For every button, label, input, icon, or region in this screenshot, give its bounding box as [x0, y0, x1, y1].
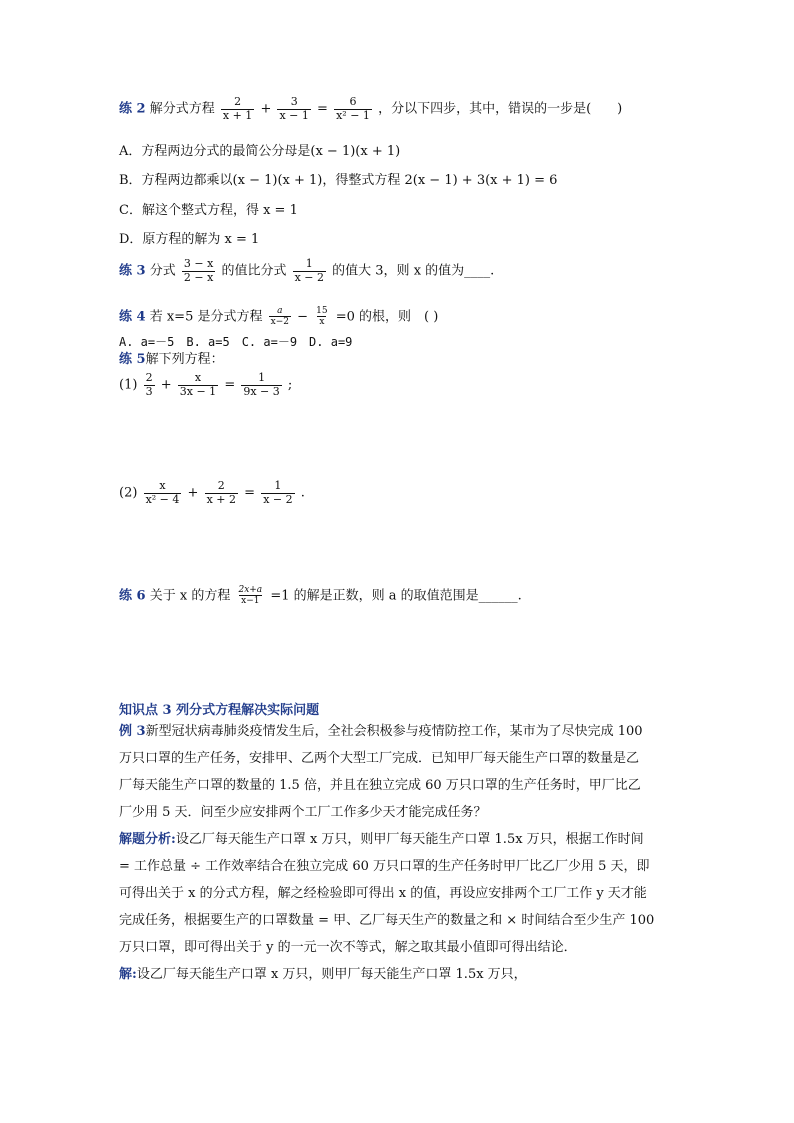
fraction: $\frac{3 - x}{2 - x}$ — [183, 257, 214, 284]
fraction: $\frac{1}{x - 2}$ — [294, 257, 325, 284]
exercise-3-stem: 练 3 分式 $\frac{3 - x}{2 - x}$ 的值比分式 $\frac{1}{x - 2}$ 的值大 3，则 x 的值为____. — [119, 257, 495, 284]
fraction: $\frac{1}{9x - 3}$ — [243, 371, 280, 398]
analysis-line: 解题分析:设乙厂每天能生产口罩 x 万只，则甲厂每天能生产口罩 1.5x 万只，根据工作时间 — [119, 832, 644, 847]
example-line: 厂少用 5 天．问至少应安排两个工厂工作多少天才能完成任务？ — [119, 805, 487, 820]
example-3 — [119, 718, 675, 988]
fraction: $\frac{x}{3x - 1}$ — [179, 371, 217, 398]
fraction: $\frac{6}{\text{x² − 1}}$ — [336, 95, 370, 122]
example-line: 例 3新型冠状病毒肺炎疫情发生后，全社会积极参与疫情防控工作，某市为了尽快完成 100 — [119, 724, 643, 739]
solution-line: 解:设乙厂每天能生产口罩 x 万只，则甲厂每天能生产口罩 1.5x 万只， — [119, 967, 527, 982]
example-line: 厂每天能生产口罩的数量的 1.5 倍，并且在独立完成 60 万只口罩的生产任务时，甲厂比乙 — [119, 778, 641, 793]
analysis-label: 解题分析: — [119, 832, 176, 847]
fraction: $\frac{a}{x-2}$ — [270, 306, 289, 328]
exercise-2-stem: 练 2 解分式方程 $\frac{2}{x + 1}$ + $\frac{3}{x - 1}$ = $\frac{6}{\text{x² − 1}}$ ，分以下四步，其中，错误的一步是( ) — [119, 95, 623, 122]
fraction: $\frac{3}{x - 1}$ — [279, 95, 309, 122]
exercise-5-part-1: (1) $\frac{2}{3}$ + $\frac{x}{3x - 1}$ = $\frac{1}{9x - 3}$ ; — [119, 371, 293, 398]
exercise-4-stem: 练 4 若 x=5 是分式方程 $\frac{a}{x-2}$ − $\frac{15}{x}$ =0 的根，则 ( ) — [119, 306, 439, 328]
exercise-4-label: 练 4 — [119, 309, 146, 325]
exercise-2-tail: ，分以下四步，其中，错误的一步是( ) — [378, 101, 623, 117]
option-d: D．原方程的解为 x = 1 — [119, 232, 260, 247]
fraction: $\frac{15}{x}$ — [316, 306, 328, 328]
option-c: C．解这个整式方程，得 x = 1 — [119, 203, 298, 218]
option-b: B．方程两边都乘以(x − 1)(x + 1)，得整式方程 2(x − 1) + 3(x + 1) = 6 — [119, 173, 558, 188]
example-line: 万只口罩的生产任务，安排甲、乙两个大型工厂完成．已知甲厂每天能生产口罩的数量是乙 — [119, 751, 640, 766]
fraction: $\frac{x}{\text{x² − 4}}$ — [145, 479, 180, 506]
exercise-5-title: 练 5解下列方程： — [119, 352, 224, 367]
fraction: $\frac{2}{x + 2}$ — [206, 479, 236, 506]
exercise-6-stem: 练 6 关于 x 的方程 $\frac{2x+a}{x-1}$ =1 的解是正数，则 a 的取值范围是______. — [119, 585, 522, 607]
solution-label: 解: — [119, 967, 137, 982]
section-title: 知识点 3 列分式方程解决实际问题 — [119, 703, 320, 718]
option-a: A．方程两边分式的最简公分母是(x − 1)(x + 1) — [119, 144, 401, 159]
example-3-label: 例 3 — [119, 724, 146, 739]
analysis-line: 完成任务，根据要生产的口罩数量 = 甲、乙厂每天生产的数量之和 × 时间结合至少生产 100 — [119, 913, 655, 928]
fraction: $\frac{2}{3}$ — [145, 371, 153, 398]
exercise-5-label: 练 5 — [119, 352, 146, 367]
exercise-2-label: 练 2 — [119, 101, 146, 117]
analysis-line: 万只口罩，即可得出关于 y 的一元一次不等式，解之取其最小值即可得出结论． — [119, 940, 577, 955]
exercise-3-label: 练 3 — [119, 263, 146, 279]
analysis-line: 可得出关于 x 的分式方程，解之经检验即可得出 x 的值，再设应安排两个工厂工作 y 天才能 — [119, 886, 647, 901]
exercise-5-part-2: (2) $\frac{x}{\text{x² − 4}}$ + $\frac{2}{x + 2}$ = $\frac{1}{x - 2}$ . — [119, 479, 305, 506]
exercise-6-label: 练 6 — [119, 588, 146, 604]
fraction: $\frac{2}{x + 1}$ — [222, 95, 253, 122]
exercise-4-options: A. a=－5 B. a=5 C. a=－9 D. a=9 — [119, 335, 353, 349]
fraction: $\frac{2x+a}{x-1}$ — [238, 585, 263, 607]
fraction: $\frac{1}{x - 2}$ — [263, 479, 293, 506]
analysis-line: = 工作总量 ÷ 工作效率结合在独立完成 60 万只口罩的生产任务时甲厂比乙厂少用 5 天，即 — [119, 859, 650, 874]
exercise-2-intro: 解分式方程 — [149, 101, 215, 117]
